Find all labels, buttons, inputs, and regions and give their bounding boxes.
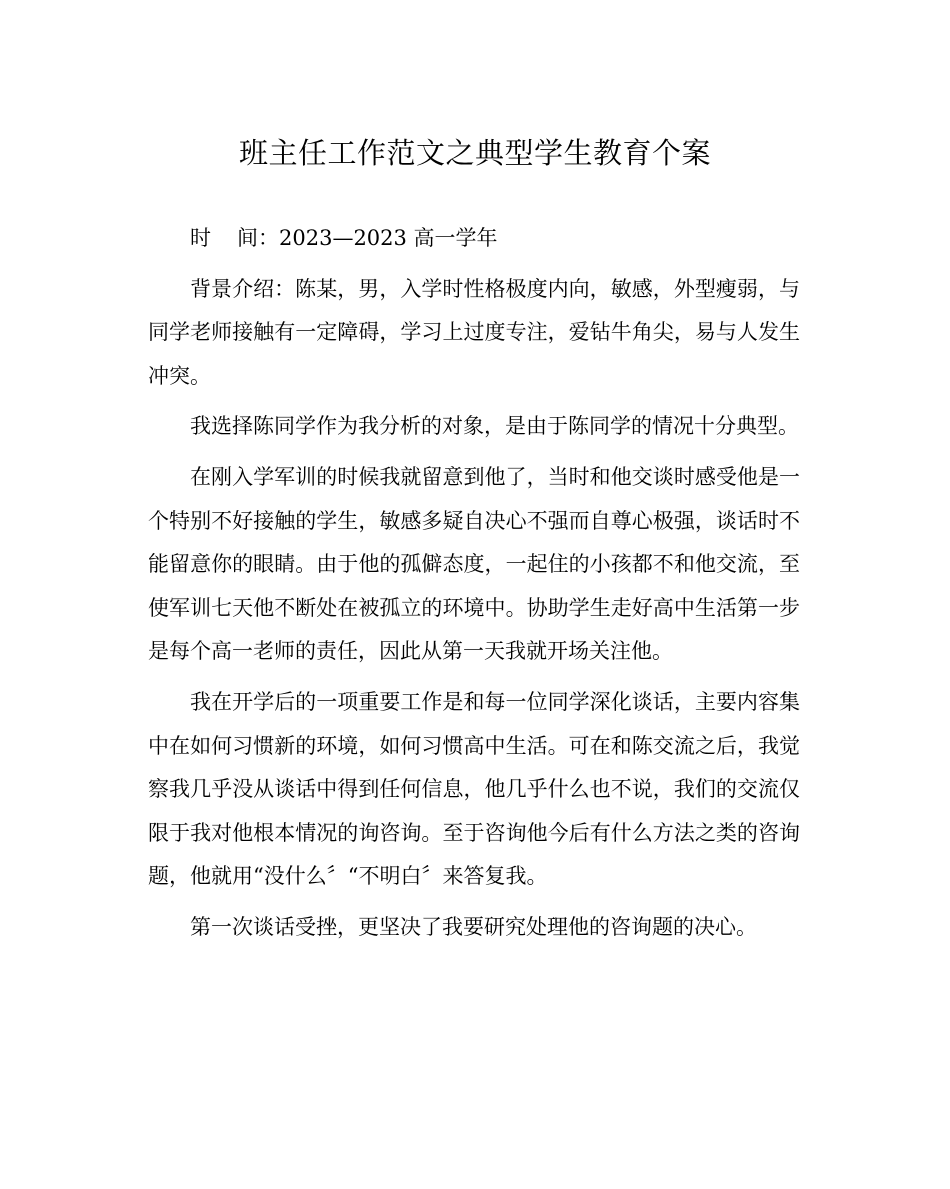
time-label-first: 时 <box>190 226 211 250</box>
time-label-second: 间： <box>237 226 279 250</box>
paragraph-reason: 我选择陈同学作为我分析的对象，是由于陈同学的情况十分典型。 <box>190 414 799 439</box>
document-title: 班主任工作范文之典型学生教育个案 <box>238 136 711 170</box>
paragraph-first-talk: 我在开学后的一项重要工作是和每一位同学深化谈话，主要内容集中在如何习惯新的环境，如何习惯高中生活。可在和陈交流之后，我觉察我几乎没从谈话中得到任何信息，他几乎什么也不说，我们的交流仅限于我对他根本情况的询咨询。至于咨询他今后有什么方法之类的咨询题，他就用“没什么〞“不明白〞来答复我。 <box>148 689 800 889</box>
time-line <box>148 217 800 261</box>
paragraph-determination: 第一次谈话受挫，更坚决了我要研究处理他的咨询题的决心。 <box>190 914 757 939</box>
time-value: 2023—2023 高一学年 <box>279 226 498 250</box>
paragraph-military-training: 在刚入学军训的时候我就留意到他了，当时和他交谈时感受他是一个特别不好接触的学生，敏感多疑自决心不强而自尊心极强，谈话时不能留意你的眼睛。由于他的孤僻态度，一起住的小孩都不和他交流，至使军训七天他不断处在被孤立的环境中。协助学生走好高中生活第一步是每个高一老师的责任，因此从第一天我就开场关注他。 <box>148 464 800 664</box>
paragraph-background: 背景介绍：陈某，男，入学时性格极度内向，敏感，外型瘦弱，与同学老师接触有一定障碍，学习上过度专注，爱钻牛角尖，易与人发生冲突。 <box>148 276 800 388</box>
document-body <box>148 217 800 957</box>
